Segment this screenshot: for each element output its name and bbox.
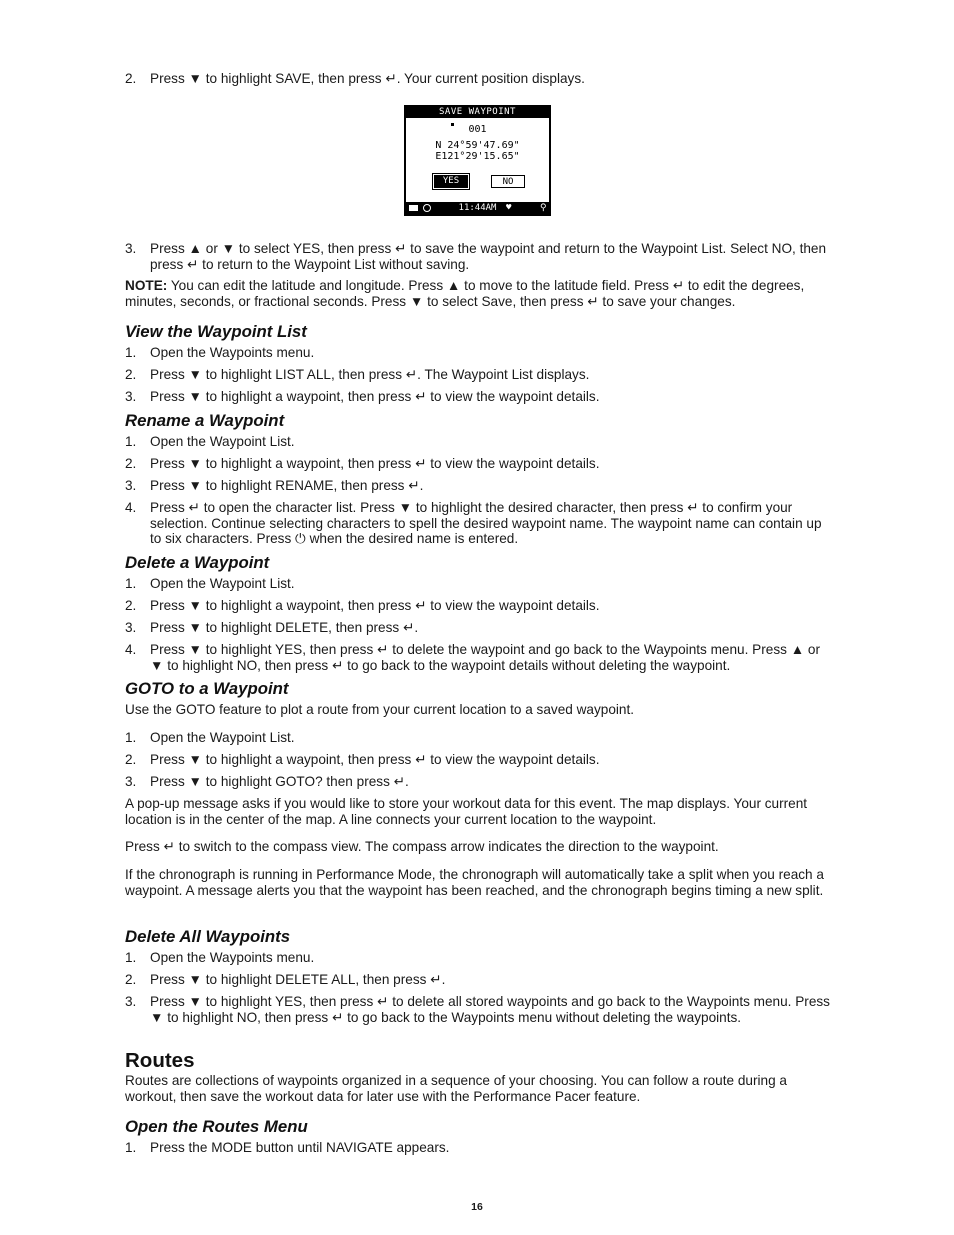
- section-heading-view-list: View the Waypoint List: [125, 322, 307, 341]
- section-heading-rename: Rename a Waypoint: [125, 411, 285, 430]
- goto-paragraph-1: A pop-up message asks if you would like to store your workout data for this event. The map displays. Your current location is in the center of the map. A line connects your current location to the waypoint.: [125, 796, 808, 827]
- note-label: NOTE:: [125, 278, 168, 293]
- status-bar: [406, 202, 549, 214]
- page-number: 16: [471, 1201, 483, 1213]
- note-paragraph: [125, 278, 830, 309]
- no-button[interactable]: NO: [491, 175, 525, 188]
- clock-readout: 11:44AM: [458, 203, 497, 213]
- runner-icon: ⚲: [540, 203, 547, 213]
- note-text: You can edit the latitude and longitude. Press ▲ to move to the latitude field. Press ↵ to edit the degrees, minutes, seconds, or fractional seconds. Press ▼ to select Save, then press ↵ to save your changes.: [125, 278, 805, 309]
- section-heading-delete-all: Delete All Waypoints: [125, 927, 291, 946]
- section-heading-delete: Delete a Waypoint: [125, 553, 270, 572]
- section-heading-open-routes: Open the Routes Menu: [125, 1117, 308, 1136]
- routes-intro: Routes are collections of waypoints organized in a sequence of your choosing. You can follow a route during a workout, then save the workout data for later use with the Performance Pacer feature.: [125, 1073, 787, 1104]
- heart-icon: ♥: [506, 203, 512, 213]
- screen-title: SAVE WAYPOINT: [406, 107, 549, 118]
- goto-paragraph-3: If the chronograph is running in Performance Mode, the chronograph will automatically take a split when you reach a waypoint. A message alerts you that the waypoint has been reached, and the chronograph begins timing a new split.: [125, 867, 824, 898]
- yes-button[interactable]: YES: [434, 175, 468, 188]
- goto-paragraph-2: Press ↵ to switch to the compass view. The compass arrow indicates the direction to the waypoint.: [125, 839, 719, 854]
- longitude-value: E121°29'15.65": [435, 151, 520, 162]
- section-title-routes: Routes: [125, 1049, 195, 1072]
- latitude-value: N 24°59'47.69": [435, 140, 520, 151]
- section-heading-goto: GOTO to a Waypoint: [125, 679, 289, 698]
- waypoint-id: 001: [468, 124, 487, 135]
- save-waypoint-screen: [404, 105, 551, 216]
- goto-intro: Use the GOTO feature to plot a route from your current location to a saved waypoint.: [125, 702, 635, 717]
